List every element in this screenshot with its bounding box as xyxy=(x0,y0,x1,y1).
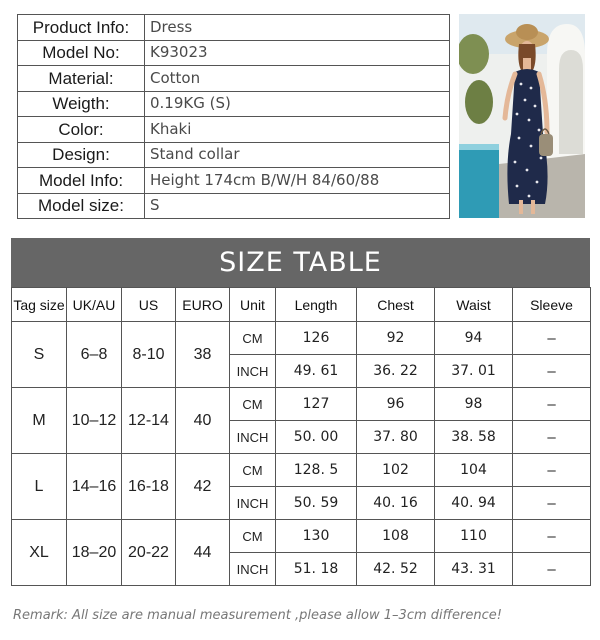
size-table-body xyxy=(12,322,591,586)
chest-cell: 42. 52 xyxy=(357,553,435,586)
info-row-material xyxy=(18,66,450,92)
unit-cell: CM xyxy=(230,454,276,487)
size-table-header-row xyxy=(12,288,591,322)
arch-shadow xyxy=(559,50,583,154)
model-photo-illustration xyxy=(459,14,585,218)
size-row-l-cm xyxy=(12,454,591,487)
size-row-m-cm xyxy=(12,388,591,421)
pool-water xyxy=(459,144,499,218)
chest-cell: 37. 80 xyxy=(357,421,435,454)
uk-au-cell: 14–16 xyxy=(67,454,122,520)
info-row-color xyxy=(18,117,450,143)
unit-cell: INCH xyxy=(230,487,276,520)
waist-cell: 43. 31 xyxy=(435,553,513,586)
uk-au-cell: 18–20 xyxy=(67,520,122,586)
bush xyxy=(465,80,493,124)
unit-cell: CM xyxy=(230,520,276,553)
size-table xyxy=(11,287,591,586)
waist-cell: 38. 58 xyxy=(435,421,513,454)
right-leg xyxy=(531,200,535,214)
pool-edge xyxy=(459,144,499,150)
length-cell: 128. 5 xyxy=(276,454,357,487)
sleeve-cell: – xyxy=(513,388,591,421)
header-tag-size: Tag size xyxy=(12,288,67,322)
tag-size-cell: XL xyxy=(12,520,67,586)
chest-cell: 102 xyxy=(357,454,435,487)
info-value: Dress xyxy=(145,15,450,41)
product-info-body xyxy=(18,15,450,219)
info-value: S xyxy=(145,193,450,219)
info-label: Material: xyxy=(18,66,145,92)
header-us: US xyxy=(122,288,176,322)
length-cell: 50. 00 xyxy=(276,421,357,454)
info-label: Model No: xyxy=(18,40,145,66)
header-uk-au: UK/AU xyxy=(67,288,122,322)
waist-cell: 98 xyxy=(435,388,513,421)
sleeve-cell: – xyxy=(513,322,591,355)
us-cell: 20-22 xyxy=(122,520,176,586)
unit-cell: INCH xyxy=(230,355,276,388)
header-length: Length xyxy=(276,288,357,322)
header-waist: Waist xyxy=(435,288,513,322)
info-value: 0.19KG (S) xyxy=(145,91,450,117)
euro-cell: 40 xyxy=(176,388,230,454)
euro-cell: 44 xyxy=(176,520,230,586)
unit-cell: CM xyxy=(230,388,276,421)
model-photo xyxy=(459,14,585,218)
chest-cell: 96 xyxy=(357,388,435,421)
waist-cell: 110 xyxy=(435,520,513,553)
waist-cell: 40. 94 xyxy=(435,487,513,520)
uk-au-cell: 10–12 xyxy=(67,388,122,454)
info-label: Design: xyxy=(18,142,145,168)
left-leg xyxy=(519,200,523,214)
size-row-s-cm xyxy=(12,322,591,355)
waist-cell: 94 xyxy=(435,322,513,355)
neck xyxy=(523,58,531,70)
info-value: Khaki xyxy=(145,117,450,143)
header-unit: Unit xyxy=(230,288,276,322)
info-label: Color: xyxy=(18,117,145,143)
sleeve-cell: – xyxy=(513,421,591,454)
length-cell: 126 xyxy=(276,322,357,355)
length-cell: 50. 59 xyxy=(276,487,357,520)
chest-cell: 108 xyxy=(357,520,435,553)
header-chest: Chest xyxy=(357,288,435,322)
euro-cell: 42 xyxy=(176,454,230,520)
info-row-product xyxy=(18,15,450,41)
info-label: Product Info: xyxy=(18,15,145,41)
uk-au-cell: 6–8 xyxy=(67,322,122,388)
unit-cell: CM xyxy=(230,322,276,355)
waist-cell: 104 xyxy=(435,454,513,487)
sleeve-cell: – xyxy=(513,487,591,520)
chest-cell: 36. 22 xyxy=(357,355,435,388)
length-cell: 127 xyxy=(276,388,357,421)
sleeve-cell: – xyxy=(513,454,591,487)
length-cell: 51. 18 xyxy=(276,553,357,586)
sleeve-cell: – xyxy=(513,553,591,586)
size-row-xl-cm xyxy=(12,520,591,553)
tag-size-cell: S xyxy=(12,322,67,388)
handbag xyxy=(539,134,553,156)
us-cell: 12-14 xyxy=(122,388,176,454)
us-cell: 16-18 xyxy=(122,454,176,520)
info-row-model-size xyxy=(18,193,450,219)
sleeve-cell: – xyxy=(513,355,591,388)
size-table-title: SIZE TABLE xyxy=(11,238,590,287)
unit-cell: INCH xyxy=(230,421,276,454)
info-value: Height 174cm B/W/H 84/60/88 xyxy=(145,168,450,194)
info-row-model-info xyxy=(18,168,450,194)
length-cell: 49. 61 xyxy=(276,355,357,388)
info-label: Weigth: xyxy=(18,91,145,117)
tag-size-cell: M xyxy=(12,388,67,454)
waist-cell: 37. 01 xyxy=(435,355,513,388)
size-table-head xyxy=(12,288,591,322)
info-row-design xyxy=(18,142,450,168)
remark-text: Remark: All size are manual measurement ,please allow 1–3cm difference! xyxy=(13,608,502,623)
length-cell: 130 xyxy=(276,520,357,553)
straw-hat-crown xyxy=(516,24,538,40)
info-value: Cotton xyxy=(145,66,450,92)
product-info-table xyxy=(17,14,450,219)
chest-cell: 92 xyxy=(357,322,435,355)
info-label: Model size: xyxy=(18,193,145,219)
euro-cell: 38 xyxy=(176,322,230,388)
unit-cell: INCH xyxy=(230,553,276,586)
info-value: K93023 xyxy=(145,40,450,66)
info-row-model-no xyxy=(18,40,450,66)
chest-cell: 40. 16 xyxy=(357,487,435,520)
info-label: Model Info: xyxy=(18,168,145,194)
sleeve-cell: – xyxy=(513,520,591,553)
header-sleeve: Sleeve xyxy=(513,288,591,322)
us-cell: 8-10 xyxy=(122,322,176,388)
header-euro: EURO xyxy=(176,288,230,322)
info-value: Stand collar xyxy=(145,142,450,168)
info-row-weight xyxy=(18,91,450,117)
tag-size-cell: L xyxy=(12,454,67,520)
